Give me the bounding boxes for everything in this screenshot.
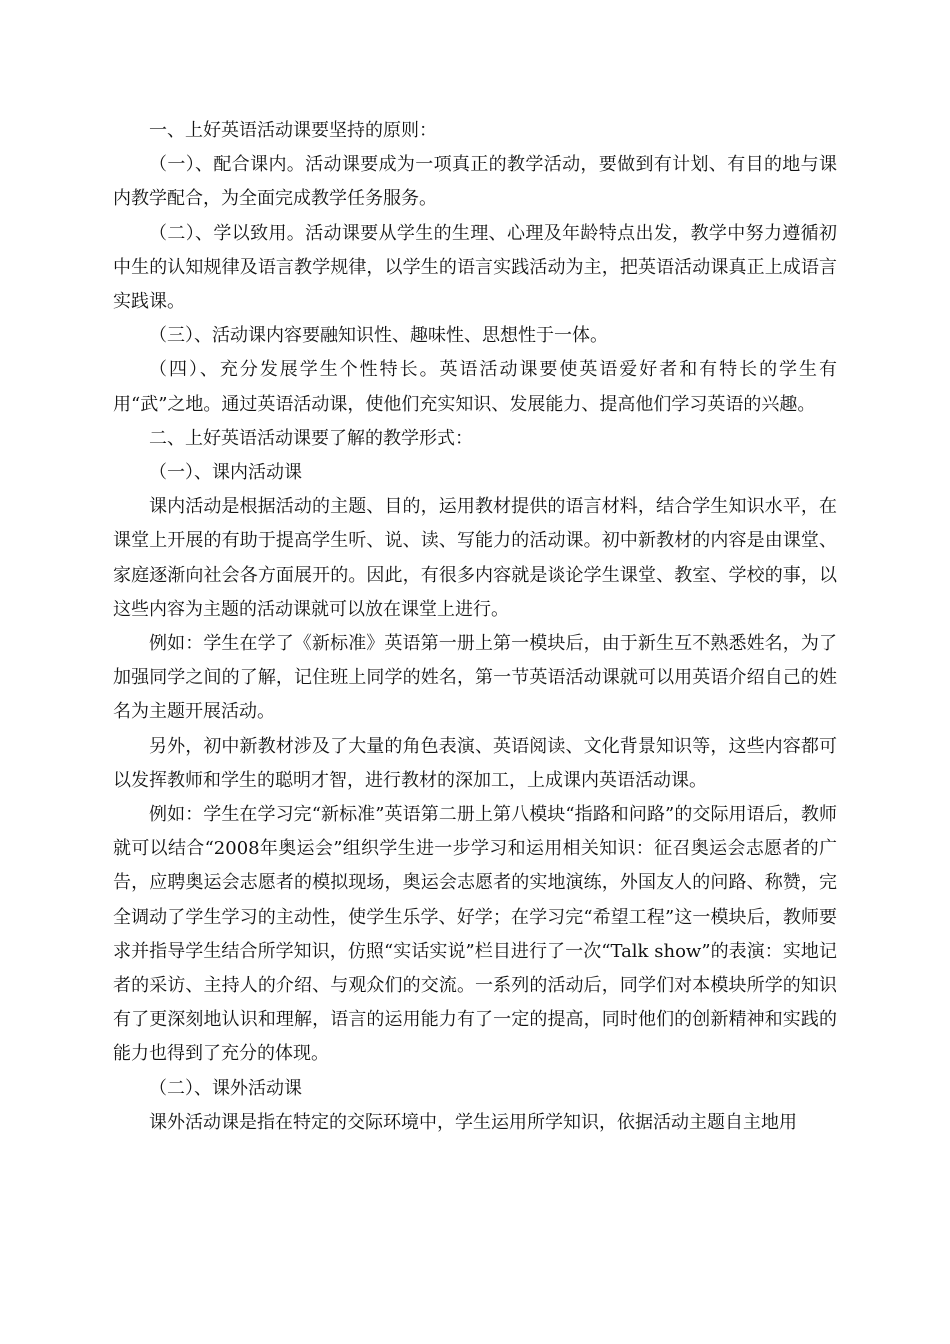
- paragraph-extracurricular-intro: 课外活动课是指在特定的交际环境中，学生运用所学知识，依据活动主题自主地用: [149, 1111, 797, 1133]
- subheading-extracurricular: （二）、课外活动课: [149, 1077, 302, 1099]
- paragraph-example-1: 例如：学生在学了《新标准》英语第一册上第一模块后，由于新生互不熟悉姓名，为了加强同学之间的了解，记住班上同学的姓名，第一节英语活动课就可以用英语介绍自己的姓名为主题开展活动。: [113, 633, 837, 723]
- document-body: [113, 114, 837, 1140]
- paragraph-principle-3: （三）、活动课内容要融知识性、趣味性、思想性于一体。: [149, 325, 608, 347]
- paragraph-principle-2: （二）、学以致用。活动课要从学生的生理、心理及年龄特点出发，教学中努力遵循初中生的认知规律及语言教学规律，以学生的语言实践活动为主，把英语活动课真正上成语言实践课。: [113, 222, 837, 313]
- section-heading-principles: 一、上好英语活动课要坚持的原则：: [149, 120, 437, 141]
- paragraph-additional: 另外，初中新教材涉及了大量的角色表演、英语阅读、文化背景知识等，这些内容都可以发挥教师和学生的聪明才智，进行教材的深加工，上成课内英语活动课。: [113, 735, 837, 791]
- section-heading-forms: 二、上好英语活动课要了解的教学形式：: [149, 427, 473, 449]
- subheading-in-class: （一）、课内活动课: [149, 462, 302, 484]
- paragraph-principle-1: （一）、配合课内。活动课要成为一项真正的教学活动，要做到有计划、有目的地与课内教学配合，为全面完成教学任务服务。: [113, 154, 837, 210]
- paragraph-in-class-intro: 课内活动是根据活动的主题、目的，运用教材提供的语言材料，结合学生知识水平，在课堂上开展的有助于提高学生听、说、读、写能力的活动课。初中新教材的内容是由课堂、家庭逐渐向社会各方面展开的。因此，有很多内容就是谈论学生课堂、教室、学校的事，以这些内容为主题的活动课就可以放在课堂上进行。: [113, 496, 837, 620]
- paragraph-example-2: 例如：学生在学习完“新标准”英语第二册上第八模块“指路和问路”的交际用语后，教师就可以结合“2008年奥运会”组织学生进一步学习和运用相关知识：征召奥运会志愿者的广告，应聘奥运会志愿者的模拟现场，奥运会志愿者的实地演练，外国友人的问路、称赞，完全调动了学生学习的主动性，使学生乐学、好学；在学习完“希望工程”这一模块后，教师要求并指导学生结合所学知识，仿照“实话实说”栏目进行了一次“Talk show”的表演：实地记者的采访、主持人的介绍、与观众们的交流。一系列的活动后，同学们对本模块所学的知识有了更深刻地认识和理解，语言的运用能力有了一定的提高，同时他们的创新精神和实践的能力也得到了充分的体现。: [113, 804, 837, 1065]
- paragraph-principle-4: （四）、充分发展学生个性特长。英语活动课要使英语爱好者和有特长的学生有用“武”之地。通过英语活动课，使他们充实知识、发展能力、提高他们学习英语的兴趣。: [113, 359, 837, 415]
